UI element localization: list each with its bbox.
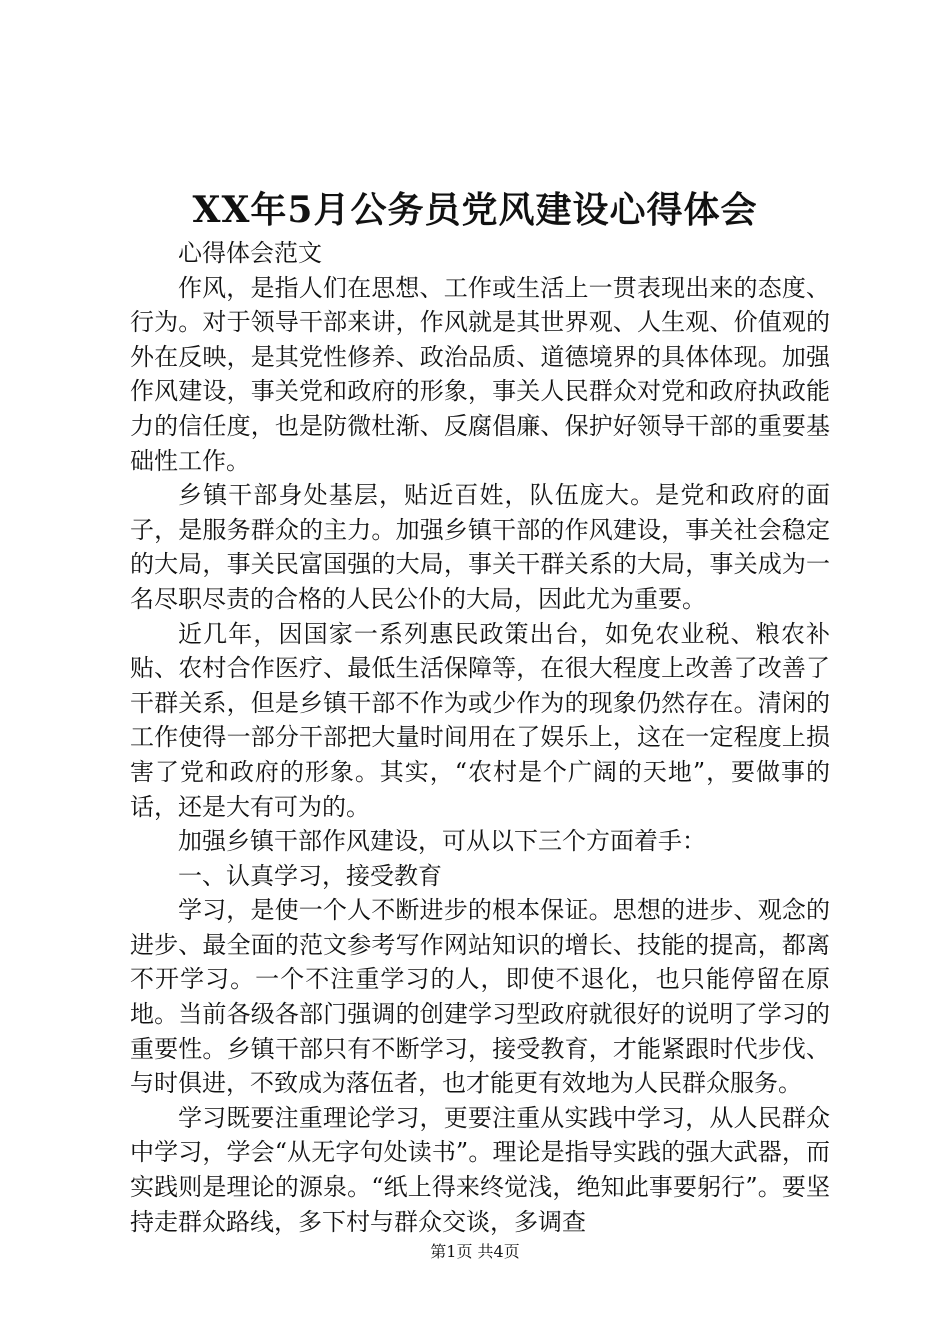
document-body (130, 236, 830, 1239)
paragraph: 近几年，因国家一系列惠民政策出台，如免农业税、粮农补贴、农村合作医疗、最低生活保障等，在很大程度上改善了改善了干群关系，但是乡镇干部不作为或少作为的现象仍然存在。清闲的工作使得一部分干部把大量时间用在了娱乐上，这在一定程度上损害了党和政府的形象。其实，“农村是个广阔的天地”，要做事的话，还是大有可为的。 (130, 619, 830, 821)
document-title: XX年5月公务员党风建设心得体会 (192, 189, 758, 231)
paragraph: 加强乡镇干部作风建设，可从以下三个方面着手： (178, 827, 706, 856)
paragraph: 作风，是指人们在思想、工作或生活上一贯表现出来的态度、行为。对于领导干部来讲，作风就是其世界观、人生观、价值观的外在反映，是其党性修养、政治品质、道德境界的具体体现。加强作风建设，事关党和政府的形象，事关人民群众对党和政府执政能力的信任度，也是防微杜渐、反腐倡廉、保护好领导干部的重要基础性工作。 (130, 273, 830, 475)
paragraph: 乡镇干部身处基层，贴近百姓，队伍庞大。是党和政府的面子，是服务群众的主力。加强乡镇干部的作风建设，事关社会稳定的大局，事关民富国强的大局，事关干群关系的大局，事关成为一名尽职尽责的合格的人民公仆的大局，因此尤为重要。 (130, 481, 830, 613)
paragraph: 学习既要注重理论学习，更要注重从实践中学习，从人民群众中学习，学会“从无字句处读书”。理论是指导实践的强大武器，而实践则是理论的源泉。“纸上得来终觉浅，绝知此事要躬行”。要坚持走群众路线，多下村与群众交谈，多调查 (130, 1103, 830, 1236)
paragraph-subtitle: 心得体会范文 (178, 239, 322, 267)
paragraph: 学习，是使一个人不断进步的根本保证。思想的进步、观念的进步、最全面的范文参考写作网站知识的增长、技能的提高，都离不开学习。一个不注重学习的人，即使不退化，也只能停留在原地。当前各级各部门强调的创建学习型政府就很好的说明了学习的重要性。乡镇干部只有不断学习，接受教育，才能紧跟时代步伐、与时俱进，不致成为落伍者，也才能更有效地为人民群众服务。 (130, 896, 830, 1098)
section-heading: 一、认真学习，接受教育 (178, 861, 442, 890)
page-footer: 第1页 共4页 (430, 1242, 520, 1261)
